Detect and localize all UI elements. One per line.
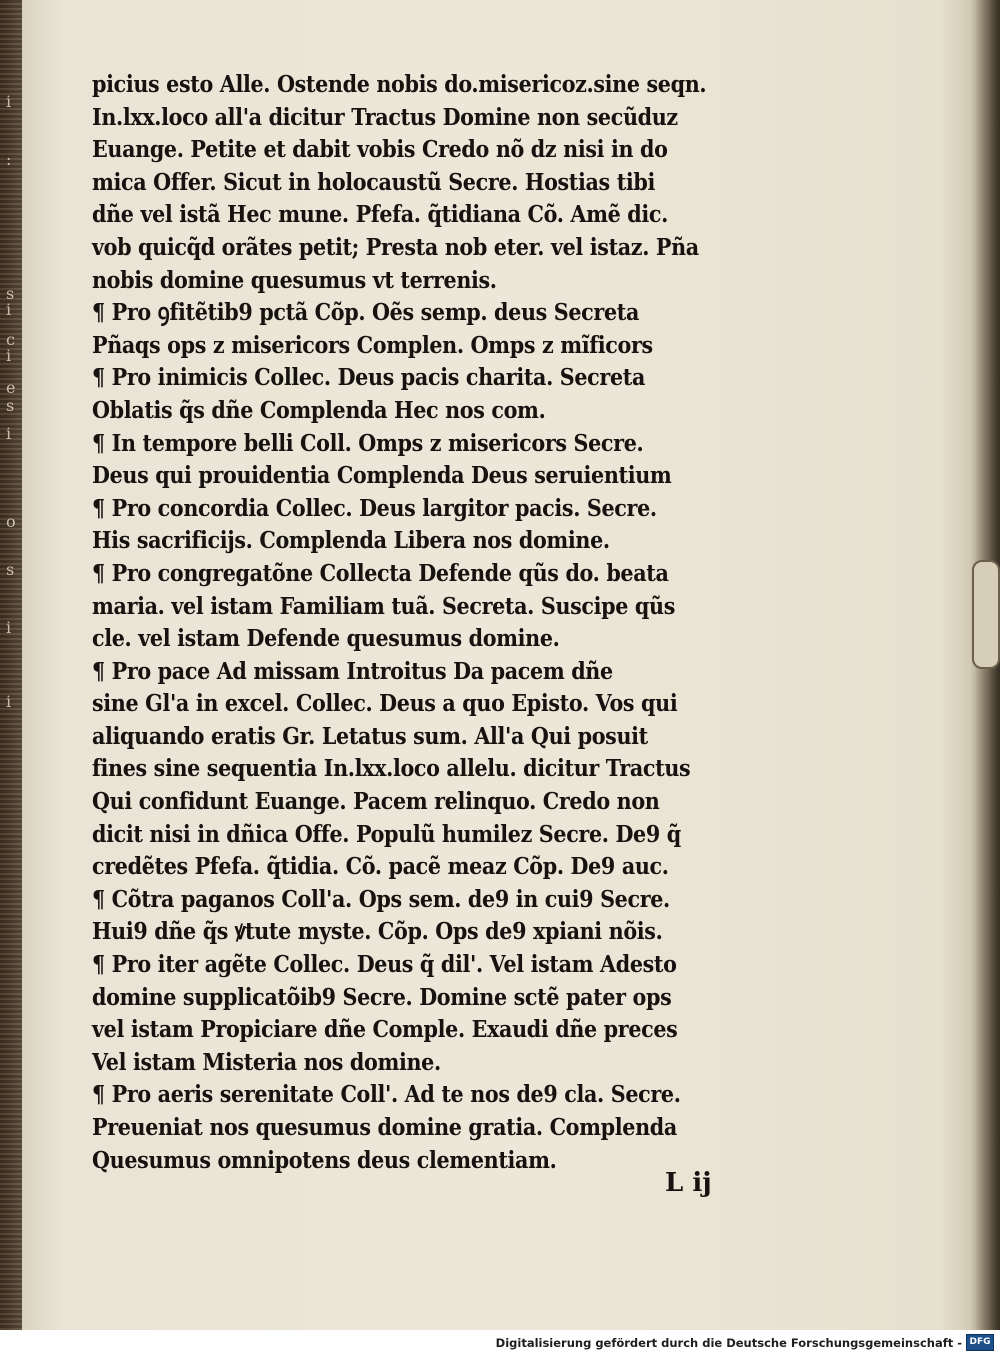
margin-mark: i	[6, 92, 12, 111]
text-line: Vel istam Misteria nos domine.	[92, 1047, 441, 1076]
text-line: ¶ Pro ꝯfitẽtib9 pctã Cõp. Oẽs semp. deus Secreta	[92, 298, 640, 327]
text-line: aliquando eratis Gr. Letatus sum. All'a Qui posuit	[92, 721, 648, 750]
text-line: domine supplicatõib9 Secre. Domine sctẽ pater ops	[92, 982, 672, 1011]
page-tab	[972, 560, 1000, 669]
text-line: Euange. Petite et dabit vobis Credo nõ dz nisi in do	[92, 135, 668, 164]
text-line: Hui9 dñe q̃s ꝟtute myste. Cõp. Ops de9 xpiani nõis.	[92, 917, 663, 946]
text-line: ¶ In tempore belli Coll. Omps z misericors Secre.	[92, 428, 644, 457]
text-line: ¶ Pro inimicis Collec. Deus pacis charita. Secreta	[92, 363, 646, 392]
text-line: Deus qui prouidentia Complenda Deus seruientium	[92, 461, 672, 490]
text-line: ¶ Pro congregatõne Collecta Defende qũs do. beata	[92, 558, 669, 587]
text-line: picius esto Alle. Ostende nobis do.misericoz.sine seqn.	[92, 70, 707, 98]
margin-mark: i	[6, 346, 12, 365]
margin-mark: i	[6, 692, 12, 711]
text-line: In.lxx.loco all'a dicitur Tractus Domine non secũduz	[92, 102, 678, 131]
text-line: dicit nisi in dñica Offe. Populũ humilez Secre. De9 q̃	[92, 819, 681, 848]
text-line: ¶ Cõtra paganos Coll'a. Ops sem. de9 in cui9 Secre.	[92, 884, 670, 913]
text-line: credẽtes Pfefa. q̃tidia. Cõ. pacẽ meaz Cõp. De9 auc.	[92, 852, 669, 881]
digitization-credit: Digitalisierung gefördert durch die Deutsche Forschungsgemeinschaft -	[495, 1336, 962, 1350]
margin-mark: o	[6, 512, 16, 531]
text-line: Pñaqs ops z misericors Complen. Omps z mĩficors	[92, 330, 653, 359]
text-line: vob quicq̃d orãtes petit; Presta nob eter. vel istaz. Pña	[92, 232, 699, 261]
text-line: ¶ Pro iter agẽte Collec. Deus q̃ dil'. Vel istam Adesto	[92, 950, 677, 979]
binding-edge	[0, 0, 22, 1330]
margin-mark: :	[6, 150, 12, 169]
text-line: ¶ Pro aeris serenitate Coll'. Ad te nos de9 cla. Secre.	[92, 1080, 681, 1109]
text-line: sine Gl'a in excel. Collec. Deus a quo Episto. Vos qui	[92, 689, 678, 718]
margin-mark: s	[6, 396, 15, 415]
text-line: ¶ Pro pace Ad missam Introitus Da pacem dñe	[92, 656, 613, 685]
text-line: nobis domine quesumus vt terrenis.	[92, 265, 497, 294]
text-line: Quesumus omnipotens deus clementiam.	[92, 1145, 557, 1174]
text-line: cle. vel istam Defende quesumus domine.	[92, 624, 560, 653]
text-line: ¶ Pro concordia Collec. Deus largitor pacis. Secre.	[92, 493, 657, 522]
text-line: mica Offer. Sicut in holocaustũ Secre. Hostias tibi	[92, 167, 656, 196]
text-line: Preueniat nos quesumus domine gratia. Complenda	[92, 1113, 677, 1141]
margin-mark: s	[6, 560, 15, 579]
text-line: Qui confidunt Euange. Pacem relinquo. Credo non	[92, 787, 660, 816]
text-line: fines sine sequentia In.lxx.loco allelu. dicitur Tractus	[92, 754, 691, 783]
margin-mark: i	[6, 424, 12, 443]
margin-mark: i	[6, 618, 12, 637]
text-line: His sacrificijs. Complenda Libera nos domine.	[92, 526, 610, 555]
margin-mark: c	[6, 330, 15, 349]
text-line: maria. vel istam Familiam tuã. Secreta. Suscipe qũs	[92, 591, 676, 620]
dfg-logo-icon: DFG	[966, 1334, 994, 1351]
text-line: Oblatis q̃s dñe Complenda Hec nos com.	[92, 395, 546, 424]
margin-mark: s	[6, 284, 15, 303]
signature-mark: L ij	[665, 1168, 712, 1198]
blackletter-text-block	[92, 68, 827, 1176]
margin-mark: e	[6, 378, 16, 397]
text-line: dñe vel istã Hec mune. Pfefa. q̃tidiana Cõ. Amẽ dic.	[92, 200, 668, 229]
margin-mark: i	[6, 300, 12, 319]
text-line: vel istam Propiciare dñe Comple. Exaudi dñe preces	[92, 1015, 678, 1044]
